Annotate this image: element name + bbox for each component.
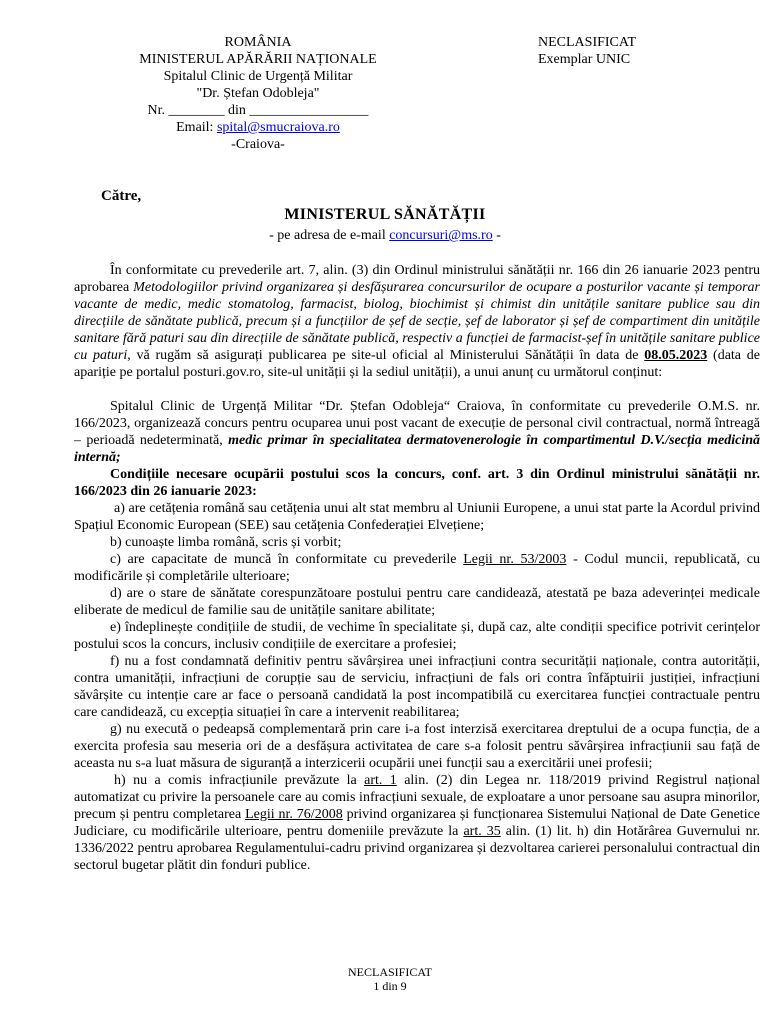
registration-number-line: Nr. ________ din _________________ <box>147 103 369 118</box>
addressee-to: Către, <box>101 188 142 204</box>
recipient-title: MINISTERUL SĂNĂTĂȚII <box>284 206 486 223</box>
position-title: medic primar în specialitatea dermatovenerologie în compartimentul D.V./secția medicină internă; <box>74 433 760 465</box>
page-footer <box>0 965 770 993</box>
art-35-link[interactable]: art. 35 <box>463 824 501 839</box>
header-left <box>108 34 408 153</box>
classification-label: NECLASIFICAT <box>538 35 637 50</box>
page-number: 1 din 9 <box>373 979 407 993</box>
condition-h: h) nu a comis infracțiunile prevăzute la art. 1 alin. (2) din Legea nr. 118/2019 privind Registrul național automatizat cu privire la persoanele care au comis infracțiuni sexuale, de exploatare a unor persoane sau asupra minorilor, precum și pentru completarea Legii nr. 76/2008 privind organizarea și funcționarea Sistemului Național de Date Genetice Judiciare, cu modificările ulterioare, pentru domeniile prevăzute la art. 35 alin. (1) lit. h) din Hotărârea Guvernului nr. 1336/2022 pentru aprobarea Regulamentului-cadru privind organizarea și dezvoltarea carierei personalului contractual din sectorul bugetar plătit din fonduri publice. <box>74 773 761 873</box>
condition-g: g) nu execută o pedeapsă complementară prin care i-a fost interzisă exercitarea dreptului de a ocupa funcția, de a exercita profesia sau meseria ori de a desfășura activitatea de care s-a folosit pentru săvârșirea infracțiunii sau față de aceasta nu s-a luat măsura de siguranță a interzicerii ocupării unei funcții sau a exercitării unei profesii; <box>74 722 760 771</box>
header-right <box>538 34 738 68</box>
recipient-email-line <box>0 227 770 244</box>
law-76-2008-link[interactable]: Legii nr. 76/2008 <box>245 807 343 822</box>
conditions-title: Condițiile necesare ocupării postului scos la concurs, conf. art. 3 din Ordinul ministrului sănătății nr. 166/2023 din 26 ianuarie 2023: <box>74 467 760 499</box>
email-line <box>108 119 408 136</box>
intro-paragraph <box>74 262 760 381</box>
email-label: Email: <box>176 120 217 135</box>
document-body <box>74 262 760 874</box>
condition-a: a) are cetățenia română sau cetățenia unui alt stat membru al Uniunii Europene, a unui stat parte la Acordul privind Spațiul Economic European (SEE) sau cetățenia Confederației Elvețiene; <box>74 501 760 533</box>
announcement-text: Spitalul Clinic de Urgență Militar “Dr. Ștefan Odobleja“ Craiova, în conformitate cu prevederile O.M.S. nr. 166/2023, organizează concurs pentru ocuparea unui post vacant de execuție de personal civil contractual, normă întreagă – perioadă nedeterminată, <box>74 399 760 448</box>
city-name: -Craiova- <box>231 137 285 152</box>
recipient-email-prefix: - pe adresa de e-mail <box>269 228 390 243</box>
country-name: ROMÂNIA <box>224 35 292 50</box>
condition-e: e) îndeplinește condițiile de studii, de vechime în specialitate și, după caz, alte condiții specifice potrivit cerințelor postului scos la concurs, inclusiv condițiile de exercitare a profesiei; <box>74 620 760 652</box>
hospital-email-link[interactable]: spital@smucraiova.ro <box>216 120 340 135</box>
law-53-2003-link[interactable]: Legii nr. 53/2003 <box>463 552 567 567</box>
ministry-name: MINISTERUL APĂRĂRII NAȚIONALE <box>139 52 377 67</box>
hospital-patron: "Dr. Ștefan Odobleja" <box>196 86 320 101</box>
condition-b: b) cunoaște limba română, scris și vorbit; <box>110 535 342 550</box>
copy-label: Exemplar UNIC <box>538 52 631 67</box>
recipient-email-suffix: - <box>492 228 501 243</box>
intro-methodology-title: Metodologiilor privind organizarea și desfășurarea concursurilor de ocupare a posturilor vacante și temporar vacante de medic, medic stomatolog, farmacist, biolog, biochimist și chimist din unitățile sanitare publice sau din direcțiile de sănătate publică, precum și a funcțiilor de șef de secție, șef de laborator și șef de compartiment din unitățile sanitare fără paturi sau din direcțiile de sănătate publică, respectiv a funcției de farmacist-șef în unitățile sanitare publice cu paturi <box>74 280 760 363</box>
intro-text-c: (data de apariție pe portalul posturi.gov.ro, site-ul unității și la sediul unității), a unui anunț cu următorul conținut: <box>74 348 760 380</box>
intro-text-b: , vă rugăm să asigurați publicarea pe site-ul oficial al Ministerului Sănătății în data de <box>127 348 645 363</box>
condition-c: c) are capacitate de muncă în conformitate cu prevederile Legii nr. 53/2003 - Codul muncii, republicată, cu modificările și completările ulterioare; <box>74 552 760 584</box>
recipient-email-link[interactable]: concursuri@ms.ro <box>389 228 493 243</box>
art-1-link[interactable]: art. 1 <box>364 773 397 788</box>
hospital-name: Spitalul Clinic de Urgență Militar <box>163 69 353 84</box>
condition-f: f) nu a fost condamnată definitiv pentru săvârșirea unei infracțiuni contra securității naționale, contra autorității, contra umanității, infracțiuni de corupție sau de serviciu, infracțiuni de fals ori contra înfăptuirii justiției, infracțiuni săvârșite cu intenție care ar face o persoană candidată la post incompatibilă cu exercitarea funcției contractuale pentru care candidează, cu excepția situației în care a intervenit reabilitarea; <box>74 654 760 720</box>
publication-date: 08.05.2023 <box>644 348 708 363</box>
footer-classification: NECLASIFICAT <box>347 965 432 979</box>
condition-d: d) are o stare de sănătate corespunzătoare postului pentru care candidează, atestată pe baza adeverinței medicale eliberate de medicul de familie sau de unitățile sanitare abilitate; <box>74 586 760 618</box>
announcement-paragraph <box>74 398 760 466</box>
intro-text-a: În conformitate cu prevederile art. 7, alin. (3) din Ordinul ministrului sănătății nr. 166 din 26 ianuarie 2023 pentru aprobarea <box>74 263 760 295</box>
